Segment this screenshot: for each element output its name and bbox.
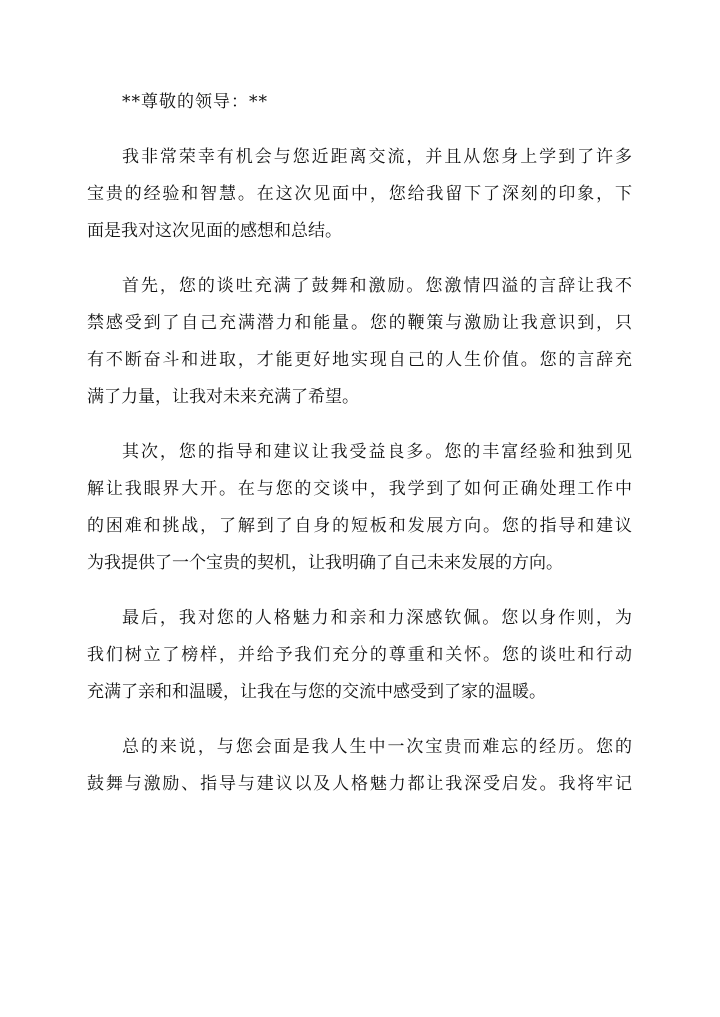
letter-body (87, 84, 632, 821)
paragraph-first-point (87, 268, 632, 416)
paragraph-line: 有不断奋斗和进取，才能更好地实现自己的人生价值。您的言辞充 (87, 350, 632, 370)
paragraph-line: 其次，您的指导和建议让我受益良多。您的丰富经验和独到见 (122, 442, 632, 462)
paragraph-line: 禁感受到了自己充满潜力和能量。您的鞭策与激励让我意识到，只 (87, 313, 632, 333)
paragraph-line: 宝贵的经验和智慧。在这次见面中，您给我留下了深刻的印象，下 (87, 184, 632, 204)
paragraph-line: 首先，您的谈吐充满了鼓舞和激励。您激情四溢的言辞让我不 (122, 276, 632, 296)
paragraph-summary (87, 729, 632, 803)
paragraph-line: 最后，我对您的人格魅力和亲和力深感钦佩。您以身作则，为 (122, 608, 632, 628)
paragraph-second-point (87, 434, 632, 582)
paragraph-third-point (87, 600, 632, 711)
paragraph-gratitude (87, 139, 632, 250)
paragraph-line: 我非常荣幸有机会与您近距离交流，并且从您身上学到了许多 (122, 147, 632, 167)
paragraph-line: 为我提供了一个宝贵的契机，让我明确了自己未来发展的方向。 (87, 553, 563, 573)
paragraph-line: 总的来说，与您会面是我人生中一次宝贵而难忘的经历。您的 (122, 737, 632, 757)
paragraph-line: 我们树立了榜样，并给予我们充分的尊重和关怀。您的谈吐和行动 (87, 645, 632, 665)
letter-greeting: **尊敬的领导：** (122, 92, 268, 112)
paragraph-line: 满了力量，让我对未来充满了希望。 (87, 387, 359, 407)
paragraph-line: 面是我对这次见面的感想和总结。 (87, 221, 342, 241)
paragraph-line: 鼓舞与激励、指导与建议以及人格魅力都让我深受启发。我将牢记 (87, 774, 632, 794)
paragraph-line: 解让我眼界大开。在与您的交谈中，我学到了如何正确处理工作中 (87, 479, 632, 499)
paragraph-line: 充满了亲和和温暖，让我在与您的交流中感受到了家的温暖。 (87, 682, 546, 702)
paragraph-line: 的困难和挑战，了解到了自身的短板和发展方向。您的指导和建议 (87, 516, 632, 536)
